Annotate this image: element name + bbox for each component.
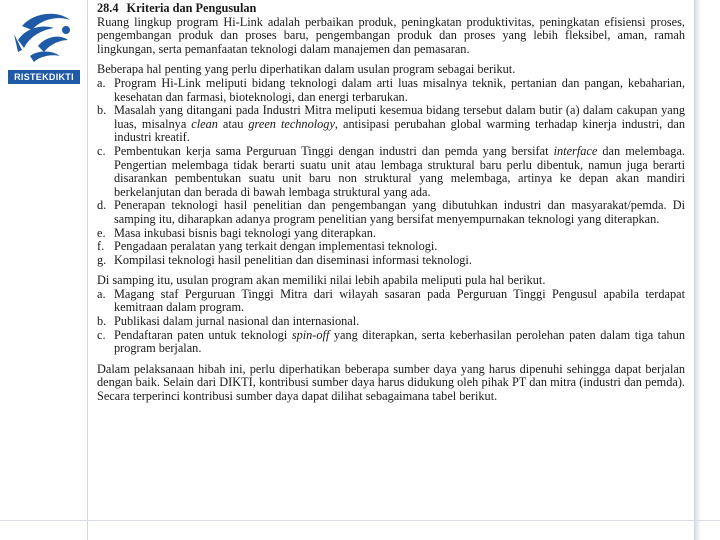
logo-emblem bbox=[14, 14, 70, 62]
list1-lead: Beberapa hal penting yang perlu diperhatikan dalam usulan program sebagai berikut. bbox=[97, 62, 516, 77]
list1-item bbox=[97, 77, 685, 104]
list2-item-label: a. bbox=[97, 286, 106, 301]
list1-item-text-part: Pembentukan kerja sama Perguruan Tinggi dengan industri dan pemda yang bersifat bbox=[114, 143, 554, 158]
page-left-border bbox=[87, 0, 88, 540]
closing-paragraph: Dalam pelaksanaan hibah ini, perlu diperhatikan beberapa sumber daya yang harus dipenuhi sehingga dapat berjalan dengan baik. Selain dari DIKTI, kontribusi sumber daya harus didukung oleh pihak PT dan mitra (industri dan pemda). Secara terperinci kontribusi sumber daya dapat dilihat sebagaimana tabel berikut. bbox=[97, 361, 685, 404]
list1-item-text-part: , antisipasi perubahan global warming terhadap kinerja industri, dan industri kreatif. bbox=[114, 116, 685, 145]
list2-item bbox=[97, 288, 685, 315]
list1-item-emphasis: green technology bbox=[248, 116, 335, 131]
list1-item-emphasis: clean bbox=[191, 116, 218, 131]
list2-item-text bbox=[114, 329, 685, 356]
list1-item bbox=[97, 227, 685, 241]
list1-item-label: a. bbox=[97, 75, 106, 90]
list2-item-label: b. bbox=[97, 314, 107, 329]
list2-item-label: c. bbox=[97, 327, 106, 342]
list1-item-label: e. bbox=[97, 225, 106, 240]
list2-item-text-part: yang diterapkan, serta keberhasilan perolehan paten dalam tiga tahun program berjalan. bbox=[114, 327, 686, 356]
list2-item-text-part: Pendaftaran paten untuk teknologi bbox=[114, 327, 292, 342]
list2-item-text: Publikasi dalam jurnal nasional dan internasional. bbox=[114, 314, 360, 329]
list2-item bbox=[97, 315, 685, 329]
list2-item-text: Magang staf Perguruan Tinggi Mitra dari wilayah sasaran pada Perguruan Tinggi Pengusul apabila terdapat kemitraan dalam program. bbox=[114, 286, 685, 315]
list1-item-label: f. bbox=[97, 239, 105, 254]
list1-item-text: Masa inkubasi bisnis bagi teknologi yang diterapkan. bbox=[114, 225, 376, 240]
document-body bbox=[97, 2, 685, 404]
list1-item-text-part: dan melembaga. Pengertian melembaga tidak berarti suatu unit atau lembaga struktural baru perlu dibentuk, namun juga berarti disarankan pembentukan suatu unit baru non struktural yang melembaga, artinya ke depan akan mandiri berkelanjutan dan berada di bawah lembaga struktural yang ada. bbox=[114, 143, 685, 199]
list2-item-emphasis: spin-off bbox=[291, 327, 330, 342]
list1-item bbox=[97, 254, 685, 268]
list1-item-text-part: atau bbox=[217, 116, 249, 131]
list1-item-text: Penerapan teknologi hasil penelitian dan pengembangan yang dibutuhkan industri dan masyarakat/pemda. Di samping itu, diharapkan adanya program penelitian yang bersifat menyempurnakan teknologi yang diterapkan. bbox=[114, 198, 685, 226]
list1-item-text: Kompilasi teknologi hasil penelitian dan diseminasi informasi teknologi. bbox=[114, 252, 472, 267]
list1-item-text: Program Hi-Link meliputi bidang teknologi dalam arti luas misalnya teknik, pertanian dan pangan, kebaharian, kesehatan dan farmasi, bioteknologi, dan energi terbarukan. bbox=[114, 75, 685, 104]
section-number: 28.4 bbox=[97, 1, 119, 15]
list1-item-emphasis: interface bbox=[553, 143, 598, 158]
logo-label: RISTEKDIKTI bbox=[8, 70, 80, 84]
list1-item-label: d. bbox=[97, 198, 107, 213]
page-bottom-border bbox=[0, 520, 720, 521]
list1-item-label: b. bbox=[97, 103, 107, 118]
list1-item-text-part: Masalah yang ditangani pada Industri Mitra meliputi kesemua bidang tersebut dalam butir (a) dalam cakupan yang luas, misalnya bbox=[114, 103, 685, 131]
list1-item bbox=[97, 199, 685, 226]
section-heading bbox=[97, 2, 685, 16]
intro-paragraph: Ruang lingkup program Hi-Link adalah perbaikan produk, peningkatan produktivitas, peningkatan efisiensi proses, pengembangan produk dan proses baru, pengembangan produk dan proses yang lebih fleksibel, aman, ramah lingkungan, serta pemanfaatan teknologi dalam manajemen dan pemasaran. bbox=[97, 14, 685, 56]
list1-item-text bbox=[114, 104, 685, 145]
list1-item-text bbox=[114, 145, 685, 199]
list1-item bbox=[97, 145, 685, 199]
list1-item bbox=[97, 240, 685, 254]
list1-item-text: Pengadaan peralatan yang terkait dengan implementasi teknologi. bbox=[114, 239, 438, 254]
section-title: Kriteria dan Pengusulan bbox=[126, 1, 257, 15]
list1-item-label: g. bbox=[97, 252, 107, 267]
page-right-shadow bbox=[695, 0, 701, 540]
list2-lead: Di samping itu, usulan program akan memiliki nilai lebih apabila meliputi pula hal berikut. bbox=[97, 273, 546, 288]
list1-item-label: c. bbox=[97, 143, 106, 158]
list2-item bbox=[97, 329, 685, 356]
list1-item bbox=[97, 104, 685, 145]
